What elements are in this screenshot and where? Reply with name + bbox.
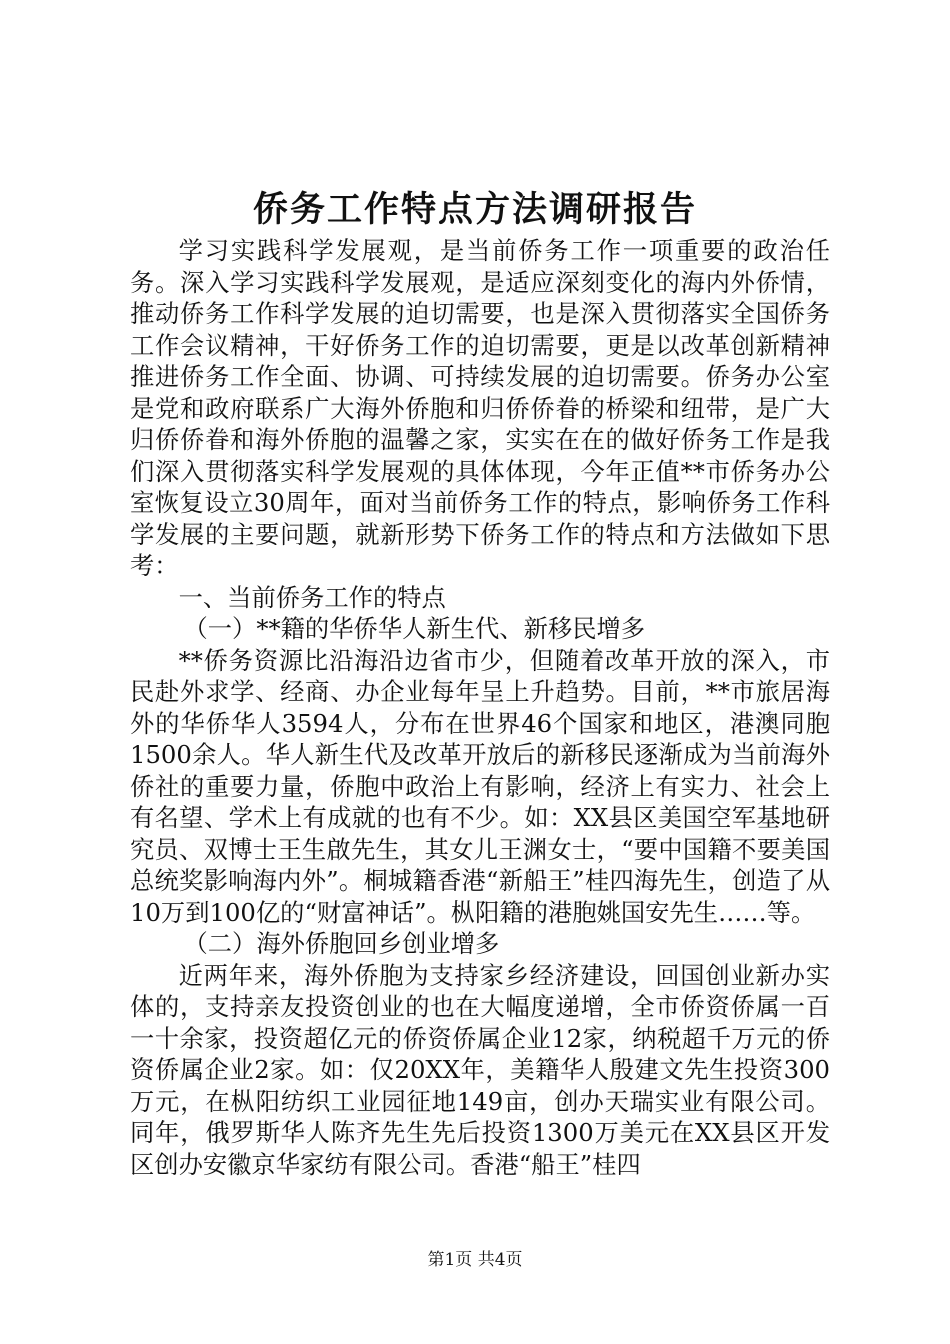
section-heading-1: 一、当前侨务工作的特点 bbox=[178, 582, 446, 612]
body-paragraph: **侨务资源比沿海沿边省市少，但随着改革开放的深入，市民赴外求学、经商、办企业每年呈上升趋势。目前，**市旅居海外的华侨华人3594人，分布在世界46个国家和地区，港澳同胞1500余人。华人新生代及改革开放后的新移民逐渐成为当前海外侨社的重要力量，侨胞中政治上有影响，经济上有实力、社会上有名望、学术上有成就的也有不少。如：XX县区美国空军基地研究员、双博士王生啟先生，其女儿王渊女士，“要中国籍不要美国总统奖影响海内外”。桐城籍香港“新船王”桂四海先生，创造了从10万到100亿的“财富神话”。枞阳籍的港胞姚国安先生……等。 bbox=[130, 645, 830, 927]
document-body bbox=[130, 235, 830, 1180]
intro-paragraph: 学习实践科学发展观，是当前侨务工作一项重要的政治任务。深入学习实践科学发展观，是适应深刻变化的海内外侨情，推动侨务工作科学发展的迫切需要，也是深入贯彻落实全国侨务工作会议精神，干好侨务工作的迫切需要，更是以改革创新精神推进侨务工作全面、协调、可持续发展的迫切需要。侨务办公室是党和政府联系广大海外侨胞和归侨侨眷的桥梁和纽带，是广大归侨侨眷和海外侨胞的温馨之家，实实在在的做好侨务工作是我们深入贯彻落实科学发展观的具体体现，今年正值**市侨务办公室恢复设立30周年，面对当前侨务工作的特点，影响侨务工作科学发展的主要问题，就新形势下侨务工作的特点和方法做如下思考： bbox=[130, 236, 830, 580]
page-footer: 第1页 共4页 bbox=[427, 1250, 523, 1270]
document-title: 侨务工作特点方法调研报告 bbox=[252, 189, 697, 230]
subsection-heading-1: （一）**籍的华侨华人新生代、新移民增多 bbox=[183, 614, 646, 643]
body-paragraph: 近两年来，海外侨胞为支持家乡经济建设，回国创业新办实体的，支持亲友投资创业的也在大幅度递增，全市侨资侨属一百一十余家，投资超亿元的侨资侨属企业12家，纳税超千万元的侨资侨属企业2家。如：仅20XX年，美籍华人殷建文先生投资300万元，在枞阳纺织工业园征地149亩，创办天瑞实业有限公司。同年，俄罗斯华人陈齐先生先后投资1300万美元在XX县区开发区创办安徽京华家纺有限公司。香港“船王”桂四 bbox=[130, 960, 830, 1179]
subsection-heading-2: （二）海外侨胞回乡创业增多 bbox=[183, 929, 500, 958]
